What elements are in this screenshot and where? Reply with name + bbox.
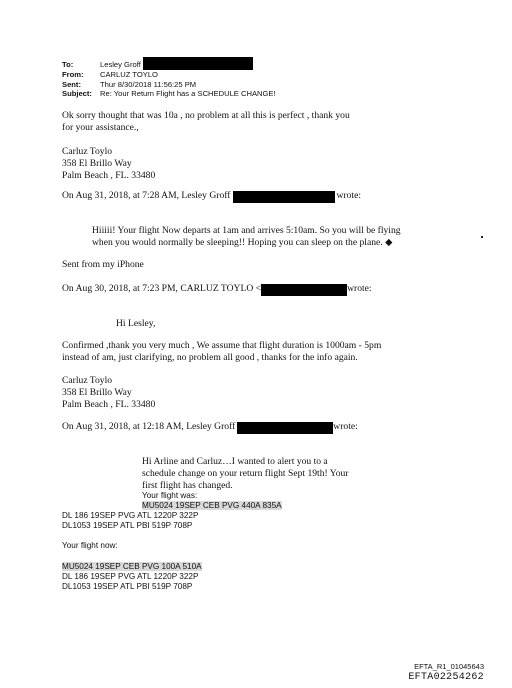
to-label: To: <box>62 60 74 69</box>
to-value: Lesley Groff <box>100 60 141 69</box>
sent-label: Sent: <box>62 79 81 89</box>
bates-number-small: EFTA_R1_01045643 <box>414 662 484 671</box>
email-header <box>62 60 276 99</box>
quote-header: On Aug 31, 2018, at 12:18 AM, Lesley Groff wrote: <box>62 421 358 432</box>
redaction-box <box>143 57 253 70</box>
itinerary-line: DL 186 19SEP PVG ATL 1220P 322P <box>62 511 199 520</box>
greeting: Hi Lesley, <box>116 318 156 329</box>
itinerary-line: MU5024 19SEP CEB PVG 440A 835A <box>142 501 282 510</box>
quoted-line: Hiiiii! Your flight Now departs at 1am and arrives 5:10am. So you will be flying <box>92 225 401 236</box>
signature-name: Carluz Toylo <box>62 375 113 386</box>
confirm-paragraph <box>62 340 381 364</box>
signature-street: 358 El Brillo Way <box>62 387 132 398</box>
signature-name: Carluz Toylo <box>62 146 113 157</box>
redaction-box <box>233 191 335 203</box>
signature-city: Palm Beach , FL. 33480 <box>62 170 156 181</box>
was-label: Your flight was: <box>142 491 198 500</box>
signature-city: Palm Beach , FL. 33480 <box>62 399 156 410</box>
itinerary-line: DL 186 19SEP PVG ATL 1220P 322P <box>62 572 199 581</box>
redaction-box <box>237 422 333 434</box>
reply-paragraph <box>62 110 350 134</box>
reply-line: Ok sorry thought that was 10a , no problem at all this is perfect , thank you <box>62 110 350 121</box>
redaction-box <box>261 284 347 296</box>
stray-mark <box>481 236 483 238</box>
old-itinerary <box>62 501 282 531</box>
confirm-line: Confirmed ,thank you very much , We assume that flight duration is 1000am - 5pm <box>62 340 382 351</box>
sent-from-line: Sent from my iPhone <box>62 259 144 270</box>
signature-block <box>62 146 155 182</box>
quoted-line: when you would normally be sleeping!! Hoping you can sleep on the plane. ◆ <box>92 237 393 248</box>
quote-header: On Aug 31, 2018, at 7:28 AM, Lesley Groff wrote: <box>62 190 362 201</box>
new-itinerary <box>62 562 202 592</box>
alert-line: first flight has changed. <box>142 480 233 491</box>
subject-value: Re: Your Return Flight has a SCHEDULE CHANGE! <box>100 89 276 99</box>
bates-number-large: EFTA02254262 <box>408 672 484 683</box>
now-label: Your flight now: <box>62 541 118 550</box>
alert-line: Hi Arline and Carluz…I wanted to alert you to a <box>142 456 328 467</box>
sent-row <box>62 80 276 90</box>
to-row <box>62 60 276 70</box>
signature-street: 358 El Brillo Way <box>62 158 132 169</box>
alert-message <box>142 456 349 492</box>
signature-block <box>62 375 155 411</box>
from-label: From: <box>62 70 84 79</box>
itinerary-line: DL1053 19SEP ATL PBI 519P 708P <box>62 582 193 591</box>
reply-line: for your assistance., <box>62 122 139 133</box>
confirm-line: instead of am, just clarifying, no problem all good , thanks for the info again. <box>62 352 358 363</box>
subject-label: Subject: <box>62 89 92 99</box>
from-row <box>62 70 276 80</box>
itinerary-line: MU5024 19SEP CEB PVG 100A 510A <box>62 562 202 571</box>
subject-row <box>62 89 276 99</box>
itinerary-line: DL1053 19SEP ATL PBI 519P 708P <box>62 521 193 530</box>
from-value: CARLUZ TOYLO <box>100 70 158 79</box>
quote-header: On Aug 30, 2018, at 7:23 PM, CARLUZ TOYLO < wrote: <box>62 283 372 294</box>
quoted-message <box>92 225 401 249</box>
sent-value: Thur 8/30/2018 11:56:25 PM <box>100 79 197 89</box>
alert-line: schedule change on your return flight Sept 19th! Your <box>142 468 349 479</box>
